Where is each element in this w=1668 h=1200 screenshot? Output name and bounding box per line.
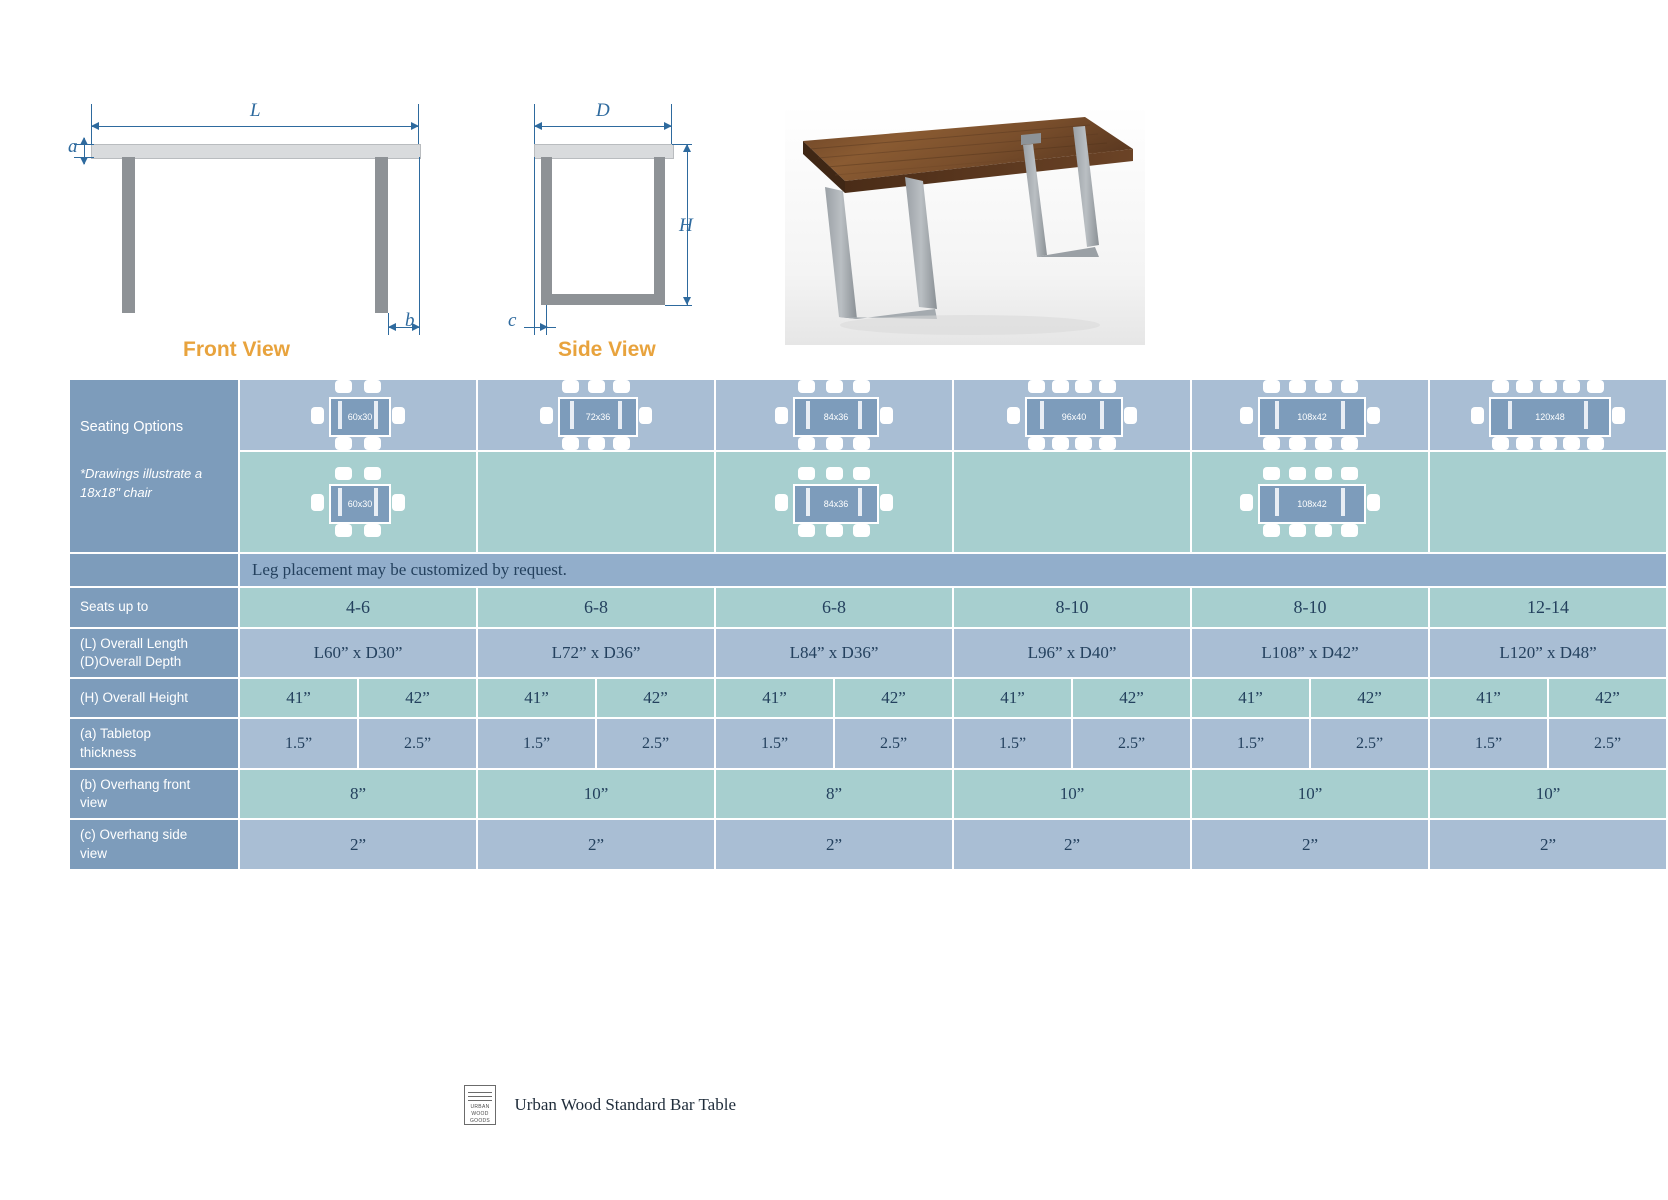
- length-depth-1: L60” x D30”: [239, 628, 477, 678]
- row-label-seats: Seats up to: [69, 587, 239, 628]
- seating-chair: [613, 380, 630, 393]
- side-h-label: H: [679, 215, 693, 236]
- seating-alt-cell-2: [477, 451, 715, 553]
- overhang-side-5: 2”: [1191, 819, 1429, 869]
- seating-size-label: 72x36: [585, 412, 611, 422]
- height-9: 41”: [1191, 678, 1310, 718]
- seating-size-label: 120x48: [1535, 412, 1565, 422]
- seating-chair: [588, 380, 605, 393]
- seating-size-label: 108x42: [1297, 499, 1327, 509]
- seats-value-2: 6-8: [477, 587, 715, 628]
- side-depth-dimline: [534, 126, 672, 127]
- seating-leg-bar: [858, 488, 862, 516]
- seating-chair: [798, 467, 815, 480]
- seating-chair: [1052, 437, 1069, 450]
- seating-leg-bar: [1508, 401, 1512, 429]
- side-leg-right-post: [654, 157, 665, 305]
- front-leg-left: [122, 157, 135, 313]
- seating-leg-bar: [1341, 401, 1345, 429]
- table-row-thickness: [69, 718, 1667, 768]
- side-c-ext-in: [534, 157, 535, 335]
- seating-chair: [1516, 437, 1533, 450]
- seating-chair: [1315, 524, 1332, 537]
- seating-chair: [880, 494, 893, 511]
- seating-size-label: 84x36: [823, 412, 849, 422]
- height-3: 41”: [477, 678, 596, 718]
- legnote-spacer: [69, 553, 239, 587]
- seating-chair: [798, 380, 815, 393]
- seating-chair: [1367, 407, 1380, 424]
- row-label-height: (H) Overall Height: [69, 678, 239, 718]
- row-label-overhang-front-1: (b) Overhang front: [80, 776, 191, 792]
- thickness-9: 1.5”: [1191, 718, 1310, 768]
- height-10: 42”: [1310, 678, 1429, 718]
- front-tabletop: [91, 144, 421, 159]
- seating-chair: [1612, 407, 1625, 424]
- thickness-1: 1.5”: [239, 718, 358, 768]
- thickness-8: 2.5”: [1072, 718, 1191, 768]
- seating-leg-bar: [858, 401, 862, 429]
- height-4: 42”: [596, 678, 715, 718]
- seating-chair: [1075, 437, 1092, 450]
- length-depth-3: L84” x D36”: [715, 628, 953, 678]
- seating-chair: [1587, 437, 1604, 450]
- seating-cell-1: [239, 379, 477, 451]
- seating-chair: [1240, 407, 1253, 424]
- seating-chair: [1315, 437, 1332, 450]
- seating-chair: [1540, 380, 1557, 393]
- seating-chair: [1075, 380, 1092, 393]
- height-2: 42”: [358, 678, 477, 718]
- logo-line-3: GOODS: [469, 1118, 491, 1124]
- overhang-front-3: 8”: [715, 769, 953, 819]
- seats-value-3: 6-8: [715, 587, 953, 628]
- side-depth-label: D: [596, 100, 610, 121]
- seating-chair: [798, 524, 815, 537]
- row-label-thickness-2: thickness: [80, 744, 137, 760]
- seating-chair: [1240, 494, 1253, 511]
- front-length-label: L: [250, 100, 261, 121]
- table-row-height: [69, 678, 1667, 718]
- seating-chair: [392, 407, 405, 424]
- height-8: 42”: [1072, 678, 1191, 718]
- overhang-front-4: 10”: [953, 769, 1191, 819]
- thickness-12: 2.5”: [1548, 718, 1667, 768]
- height-6: 42”: [834, 678, 953, 718]
- seating-chair: [1341, 467, 1358, 480]
- seating-chair: [1289, 380, 1306, 393]
- seating-chair: [1263, 380, 1280, 393]
- seating-size-label: 84x36: [823, 499, 849, 509]
- row-label-overhang-side: [69, 819, 239, 869]
- side-depth-arrow-right: [664, 122, 672, 130]
- seating-alt-cell-6: [1429, 451, 1667, 553]
- seating-chair: [1341, 437, 1358, 450]
- seating-chair: [853, 437, 870, 450]
- seating-chair: [335, 380, 352, 393]
- seating-cell-6: [1429, 379, 1667, 451]
- seating-chair: [639, 407, 652, 424]
- thickness-2: 2.5”: [358, 718, 477, 768]
- seating-chair: [392, 494, 405, 511]
- length-depth-6: L120” x D48”: [1429, 628, 1667, 678]
- table-photo: [785, 105, 1145, 345]
- seating-options-note: *Drawings illustrate a 18x18" chair: [80, 465, 203, 501]
- table-row-legnote: [69, 553, 1667, 587]
- seating-leg-bar: [338, 488, 342, 516]
- row-label-overhang-front: [69, 769, 239, 819]
- seating-chair: [1263, 524, 1280, 537]
- row-label-length: (L) Overall Length: [80, 636, 189, 651]
- overhang-front-2: 10”: [477, 769, 715, 819]
- table-row-seats: [69, 587, 1667, 628]
- seating-chair: [775, 494, 788, 511]
- seating-chair: [1516, 380, 1533, 393]
- front-a-arrow-down: [80, 157, 88, 165]
- seating-chair: [1341, 380, 1358, 393]
- seating-leg-bar: [1275, 401, 1279, 429]
- seating-leg-bar: [1040, 401, 1044, 429]
- front-b-ext-out: [419, 157, 420, 335]
- seating-cell-2: [477, 379, 715, 451]
- length-depth-5: L108” x D42”: [1191, 628, 1429, 678]
- seating-chair: [1315, 380, 1332, 393]
- seating-size-label: 60x30: [347, 499, 373, 509]
- height-5: 41”: [715, 678, 834, 718]
- side-c-arrow-right: [540, 323, 548, 331]
- overhang-front-6: 10”: [1429, 769, 1667, 819]
- seating-chair: [335, 437, 352, 450]
- seating-chair: [1563, 437, 1580, 450]
- seating-chair: [364, 524, 381, 537]
- seating-chair: [1028, 380, 1045, 393]
- thickness-7: 1.5”: [953, 718, 1072, 768]
- overhang-front-5: 10”: [1191, 769, 1429, 819]
- overhang-front-1: 8”: [239, 769, 477, 819]
- seating-leg-bar: [618, 401, 622, 429]
- seating-chair: [1367, 494, 1380, 511]
- thickness-4: 2.5”: [596, 718, 715, 768]
- front-b-arrow-left: [388, 323, 396, 331]
- seating-alt-cell-4: [953, 451, 1191, 553]
- seating-chair: [1289, 467, 1306, 480]
- seating-chair: [335, 467, 352, 480]
- seating-chair: [364, 437, 381, 450]
- seating-leg-bar: [374, 401, 378, 429]
- thickness-6: 2.5”: [834, 718, 953, 768]
- seating-leg-bar: [806, 401, 810, 429]
- leg-placement-note: Leg placement may be customized by request.: [239, 553, 1667, 587]
- seating-alt-cell-1: [239, 451, 477, 553]
- footer: [0, 1085, 1200, 1125]
- seating-chair: [826, 437, 843, 450]
- seating-chair: [588, 437, 605, 450]
- front-a-label: a: [68, 136, 78, 157]
- seating-leg-bar: [1584, 401, 1588, 429]
- urban-wood-goods-logo-icon: [464, 1085, 496, 1125]
- overhang-side-3: 2”: [715, 819, 953, 869]
- length-depth-4: L96” x D40”: [953, 628, 1191, 678]
- seating-chair: [1007, 407, 1020, 424]
- seating-chair: [1471, 407, 1484, 424]
- overhang-side-2: 2”: [477, 819, 715, 869]
- row-label-overhang-front-2: view: [80, 795, 108, 811]
- length-depth-2: L72” x D36”: [477, 628, 715, 678]
- seating-chair: [1492, 437, 1509, 450]
- seating-chair: [798, 437, 815, 450]
- front-a-arrow-up: [80, 137, 88, 145]
- seating-size-label: 108x42: [1297, 412, 1327, 422]
- seats-value-5: 8-10: [1191, 587, 1429, 628]
- seating-leg-bar: [374, 488, 378, 516]
- height-12: 42”: [1548, 678, 1667, 718]
- overhang-side-4: 2”: [953, 819, 1191, 869]
- overhang-side-1: 2”: [239, 819, 477, 869]
- seating-chair: [853, 467, 870, 480]
- seating-cell-4: [953, 379, 1191, 451]
- front-length-dimline: [91, 126, 419, 127]
- logo-line-1: URBAN: [470, 1104, 490, 1110]
- seating-leg-bar: [1100, 401, 1104, 429]
- seating-leg-bar: [570, 401, 574, 429]
- row-label-overhang-side-1: (c) Overhang side: [80, 827, 188, 843]
- seats-value-6: 12-14: [1429, 587, 1667, 628]
- front-length-arrow-left: [91, 122, 99, 130]
- side-h-arrow-down: [683, 297, 691, 305]
- seating-chair: [1563, 380, 1580, 393]
- height-1: 41”: [239, 678, 358, 718]
- seats-value-4: 8-10: [953, 587, 1191, 628]
- seating-chair: [1099, 380, 1116, 393]
- front-length-arrow-right: [411, 122, 419, 130]
- seating-chair: [775, 407, 788, 424]
- front-b-label: b: [405, 310, 415, 331]
- table-row-overhang-side: [69, 819, 1667, 869]
- seating-chair: [613, 437, 630, 450]
- seating-cell-5: [1191, 379, 1429, 451]
- front-leg-right: [375, 157, 388, 313]
- thickness-10: 2.5”: [1310, 718, 1429, 768]
- seating-chair: [826, 524, 843, 537]
- seats-value-1: 4-6: [239, 587, 477, 628]
- seating-chair: [1028, 437, 1045, 450]
- side-depth-arrow-left: [534, 122, 542, 130]
- seating-chair: [335, 524, 352, 537]
- seating-chair: [853, 524, 870, 537]
- table-row-length-depth: [69, 628, 1667, 678]
- seating-leg-bar: [1275, 488, 1279, 516]
- seating-chair: [853, 380, 870, 393]
- thickness-11: 1.5”: [1429, 718, 1548, 768]
- seating-alt-cell-5: [1191, 451, 1429, 553]
- seating-chair: [311, 407, 324, 424]
- side-leg-left-post: [541, 157, 552, 305]
- seating-chair: [1052, 380, 1069, 393]
- seating-chair: [1540, 437, 1557, 450]
- seating-chair: [364, 467, 381, 480]
- side-c-label: c: [508, 310, 517, 331]
- seating-size-label: 60x30: [347, 412, 373, 422]
- seating-leg-bar: [1341, 488, 1345, 516]
- seating-chair: [1341, 524, 1358, 537]
- row-label-thickness: [69, 718, 239, 768]
- seating-chair: [880, 407, 893, 424]
- seating-chair: [540, 407, 553, 424]
- side-view-label: Side View: [558, 338, 656, 361]
- row-label-overhang-side-2: view: [80, 845, 108, 861]
- seating-chair: [1263, 467, 1280, 480]
- thickness-3: 1.5”: [477, 718, 596, 768]
- seating-leg-bar: [806, 488, 810, 516]
- seating-chair: [1492, 380, 1509, 393]
- seating-chair: [562, 380, 579, 393]
- overhang-side-6: 2”: [1429, 819, 1667, 869]
- seating-chair: [311, 494, 324, 511]
- table-row-seating-2: [69, 451, 1667, 553]
- spec-table: [68, 378, 1668, 871]
- seating-chair: [1289, 437, 1306, 450]
- front-view-label: Front View: [183, 338, 290, 361]
- seating-chair: [1315, 467, 1332, 480]
- seating-chair: [1099, 437, 1116, 450]
- seating-chair: [562, 437, 579, 450]
- diagram-area: [0, 0, 1200, 375]
- table-row-overhang-front: [69, 769, 1667, 819]
- logo-line-2: WOOD: [471, 1111, 489, 1117]
- seating-chair: [364, 380, 381, 393]
- seating-chair: [1124, 407, 1137, 424]
- side-tabletop: [534, 144, 674, 159]
- row-label-length-depth: [69, 628, 239, 678]
- seating-options-title: Seating Options: [80, 419, 184, 435]
- seating-size-label: 96x40: [1061, 412, 1087, 422]
- seating-chair: [826, 380, 843, 393]
- side-h-ext-bot: [665, 305, 692, 306]
- footer-caption: Urban Wood Standard Bar Table: [514, 1095, 736, 1114]
- seating-alt-cell-3: [715, 451, 953, 553]
- seating-chair: [826, 467, 843, 480]
- seating-leg-bar: [338, 401, 342, 429]
- seating-chair: [1289, 524, 1306, 537]
- thickness-5: 1.5”: [715, 718, 834, 768]
- row-label-depth: (D)Overall Depth: [80, 654, 182, 670]
- seating-chair: [1263, 437, 1280, 450]
- table-row-seating-1: [69, 379, 1667, 451]
- height-11: 41”: [1429, 678, 1548, 718]
- side-h-arrow-up: [683, 144, 691, 152]
- seating-chair: [1587, 380, 1604, 393]
- seating-options-label-cell: [69, 379, 239, 553]
- side-leg-foot: [541, 294, 665, 305]
- row-label-thickness-1: (a) Tabletop: [80, 726, 152, 742]
- seating-cell-3: [715, 379, 953, 451]
- height-7: 41”: [953, 678, 1072, 718]
